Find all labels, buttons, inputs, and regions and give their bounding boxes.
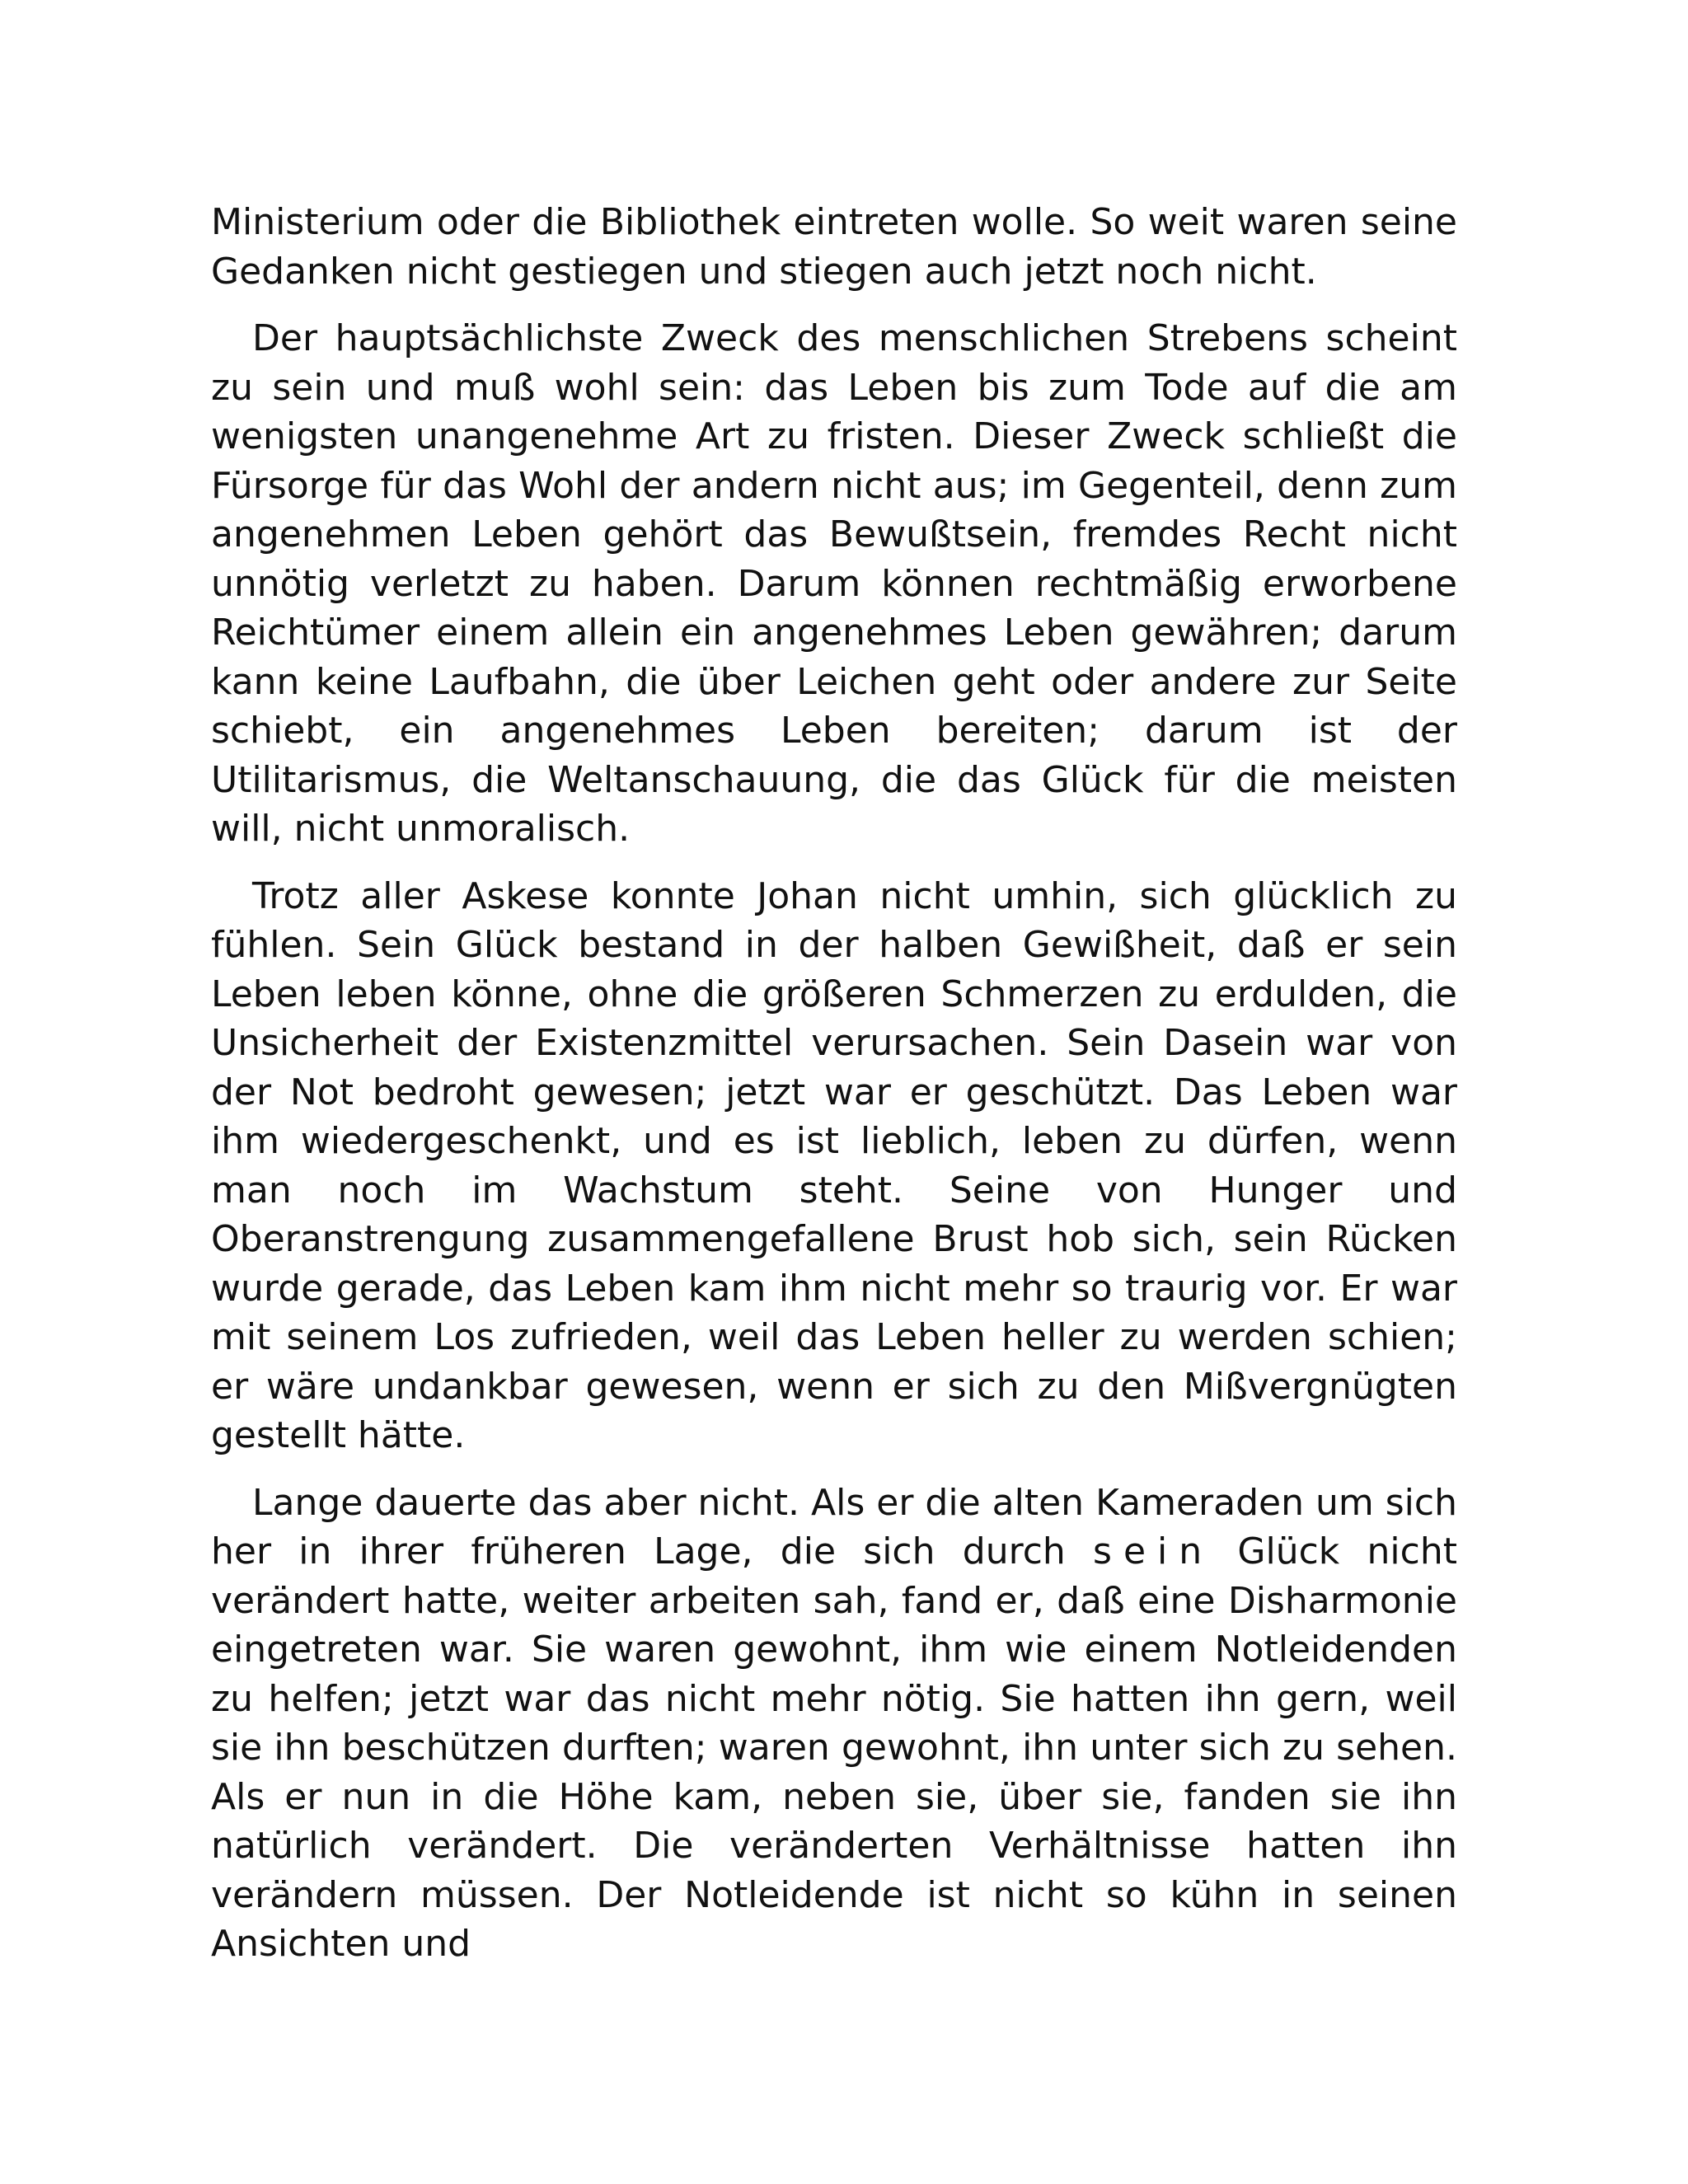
paragraph-4-text-before: Lange dauerte das aber nicht. Als er die alten Kameraden um sich her in ihrer früheren Lage, die sich durch (211, 1481, 1457, 1572)
paragraph-2: Der hauptsächlichste Zweck des menschlichen Strebens scheint zu sein und muß wohl sein: das Leben bis zum Tode auf die am wenigsten unangenehme Art zu fristen. Dieser Zweck schließt die Fürsorge für das Wohl der andern nicht aus; im Gegenteil, denn zum angenehmen Leben gehört das Bewußtsein, fremdes Recht nicht unnötig verletzt zu haben. Darum können rechtmäßig erworbene Reichtümer einem allein ein angenehmes Leben gewähren; darum kann keine Laufbahn, die über Leichen geht oder andere zur Seite schiebt, ein angenehmes Leben bereiten; darum ist der Utilitarismus, die Weltanschauung, die das Glück für die meisten will, nicht unmoralisch. (211, 317, 1457, 850)
paragraph-4-text-after: Glück nicht verändert hatte, weiter arbeiten sah, fand er, daß eine Disharmonie eingetreten war. Sie waren gewohnt, ihm wie einem Notleidenden zu helfen; jetzt war das nicht mehr nötig. Sie hatten ihn gern, weil sie ihn beschützen durften; waren gewohnt, ihn unter sich zu sehen. Als er nun in die Höhe kam, neben sie, über sie, fanden sie ihn natürlich verändert. Die veränderten Verhältnisse hatten ihn verändern müssen. Der Notleidende ist nicht so kühn in seinen Ansichten und (211, 1530, 1457, 1965)
page-body-text (211, 198, 1457, 1987)
paragraph-4 (211, 1479, 1457, 1969)
paragraph-1: Ministerium oder die Bibliothek eintreten wolle. So weit waren seine Gedanken nicht gestiegen und stiegen auch jetzt noch nicht. (211, 201, 1457, 293)
emphasized-word: sein (1093, 1530, 1214, 1572)
paragraph-3: Trotz aller Askese konnte Johan nicht umhin, sich glücklich zu fühlen. Sein Glück bestand in der halben Gewißheit, daß er sein Leben leben könne, ohne die größeren Schmerzen zu erdulden, die Unsicherheit der Existenzmittel verursachen. Sein Dasein war von der Not bedroht gewesen; jetzt war er geschützt. Das Leben war ihm wiedergeschenkt, und es ist lieblich, leben zu dürfen, wenn man noch im Wachstum steht. Seine von Hunger und Oberanstrengung zusammengefallene Brust hob sich, sein Rücken wurde gerade, das Leben kam ihm nicht mehr so traurig vor. Er war mit seinem Los zufrieden, weil das Leben heller zu werden schien; er wäre undankbar gewesen, wenn er sich zu den Mißvergnügten gestellt hätte. (211, 874, 1457, 1456)
